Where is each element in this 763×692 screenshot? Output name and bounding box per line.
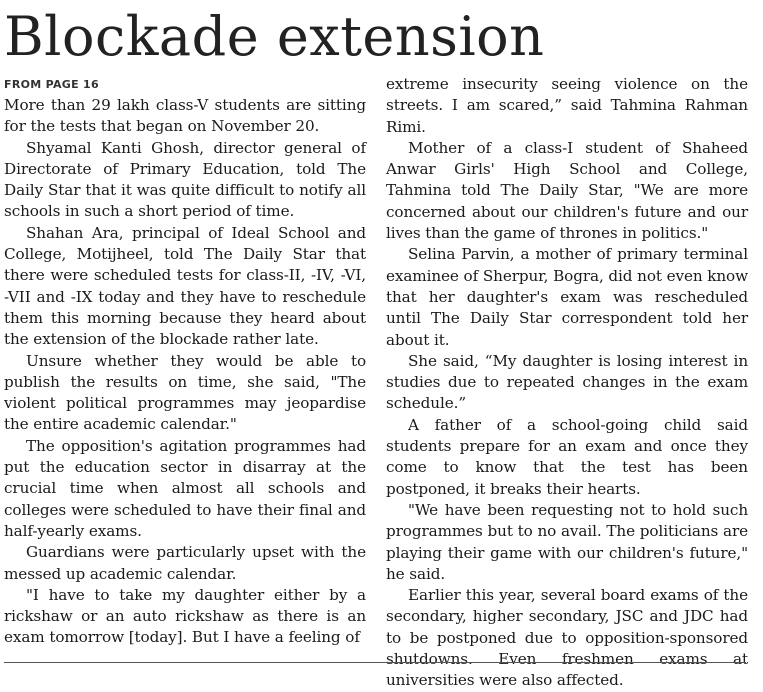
paragraph: She said, “My daughter is losing interest in studies due to repeated changes in the exam schedule.”	[386, 351, 748, 413]
paragraph: Earlier this year, several board exams of the secondary, higher secondary, JSC and JDC had to be postponed due to opposition-sponsored shutdowns. Even freshmen exams at universities were also affected.	[386, 586, 748, 690]
paragraph: Mother of a class-I student of Shaheed Anwar Girls' High School and College, Tahmina told The Daily Star, "We are more concerned about our children's future and our lives than the game of thrones in politics."	[386, 138, 748, 243]
paragraph: A father of a school-going child said students prepare for an exam and once they come to know that the test has been postponed, it breaks their hearts.	[386, 415, 748, 498]
paragraph: Selina Parvin, a mother of primary terminal examinee of Sherpur, Bogra, did not even know that her daughter's exam was rescheduled until The Daily Star correspondent told her about it.	[386, 245, 749, 349]
paragraph: extreme insecurity seeing violence on the streets. I am scared,” said Tahmina Rahman Rimi.	[386, 75, 748, 136]
left-column	[4, 74, 366, 649]
continuation-kicker: FROM PAGE 16	[4, 78, 99, 91]
paragraph: The opposition's agitation programmes had put the education sector in disarray at the crucial time when almost all schools and colleges were scheduled to have their final and half-yearly exams.	[4, 436, 366, 540]
paragraph: Unsure whether they would be able to publish the results on time, she said, "The violent political programmes may jeopardise the entire academic calendar."	[4, 351, 366, 434]
paragraph: "I have to take my daughter either by a rickshaw or an auto rickshaw as there is an exam tomorrow [today]. But I have a feeling of	[4, 585, 366, 647]
paragraph: "We have been requesting not to hold such programmes but to no avail. The politicians are playing their game with our children's future," he said.	[386, 500, 748, 583]
paragraph: Shahan Ara, principal of Ideal School and College, Motijheel, told The Daily Star that there were scheduled tests for class-II, -IV, -VI, -VII and -IX today and they have to reschedule them this morning because they heard about the extension of the blockade rather late.	[4, 223, 366, 349]
paragraph: Guardians were particularly upset with the messed up academic calendar.	[4, 543, 366, 583]
right-column	[386, 74, 748, 692]
paragraph: More than 29 lakh class-V students are sitting for the tests that began on November 20.	[4, 96, 366, 136]
bottom-rule	[4, 662, 746, 663]
headline: Blockade extension	[4, 5, 545, 68]
paragraph: Shyamal Kanti Ghosh, director general of Directorate of Primary Education, told The Daily Star that it was quite difficult to notify all schools in such a short period of time.	[4, 138, 366, 221]
